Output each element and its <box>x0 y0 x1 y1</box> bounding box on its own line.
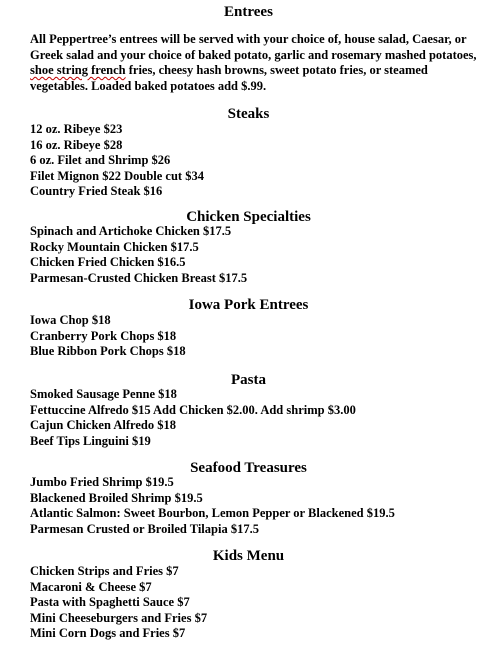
section-heading-pork: Iowa Pork Entrees <box>188 297 309 313</box>
menu-item: Rocky Mountain Chicken $17.5 <box>30 239 199 254</box>
menu-item: Parmesan-Crusted Chicken Breast $17.5 <box>30 270 248 285</box>
menu-item: 6 oz. Filet and Shrimp $26 <box>30 153 171 168</box>
section-list-steaks <box>30 122 490 200</box>
intro-text: All Peppertree’s entrees will be served with your choice of, house salad, Caesar, or Greek salad and your choice of baked potato, garlic and rosemary mashed potatoes, <box>30 32 477 62</box>
menu-item: Atlantic Salmon: Sweet Bourbon, Lemon Pepper or Blackened $19.5 <box>30 506 395 521</box>
section-heading-chicken: Chicken Specialties <box>186 209 311 225</box>
section-list-pork <box>30 313 490 360</box>
menu-item: 16 oz. Ribeye $28 <box>30 137 123 152</box>
menu-item: Smoked Sausage Penne $18 <box>30 387 177 401</box>
menu-item: Chicken Fried Chicken $16.5 <box>30 255 186 270</box>
menu-item: Mini Cheeseburgers and Fries $7 <box>30 610 208 625</box>
section-list-seafood <box>30 475 490 537</box>
entrees-heading: Entrees <box>224 4 273 20</box>
section-list-chicken <box>30 224 490 286</box>
menu-item: Blue Ribbon Pork Chops $18 <box>30 344 186 359</box>
menu-item: Chicken Strips and Fries $7 <box>30 564 179 578</box>
entrees-description <box>30 32 485 94</box>
menu-item: Spinach and Artichoke Chicken $17.5 <box>30 224 232 238</box>
menu-item: Beef Tips Linguini $19 <box>30 433 151 448</box>
menu-item: Iowa Chop $18 <box>30 313 111 327</box>
menu-item: Fettuccine Alfredo $15 Add Chicken $2.00. Add shrimp $3.00 <box>30 402 356 417</box>
section-heading-seafood: Seafood Treasures <box>190 460 307 476</box>
menu-item: Country Fried Steak $16 <box>30 184 163 199</box>
menu-item: Mini Corn Dogs and Fries $7 <box>30 626 186 641</box>
menu-item: Cranberry Pork Chops $18 <box>30 328 177 343</box>
section-heading-kids: Kids Menu <box>212 548 285 564</box>
section-heading-pasta: Pasta <box>231 372 266 388</box>
menu-item: Pasta with Spaghetti Sauce $7 <box>30 595 190 610</box>
section-heading-steaks: Steaks <box>227 106 270 122</box>
section-list-pasta <box>30 387 490 449</box>
menu-item: Parmesan Crusted or Broiled Tilapia $17.5 <box>30 521 259 536</box>
menu-item: Cajun Chicken Alfredo $18 <box>30 418 176 433</box>
spellcheck-flagged-text: shoe string french <box>30 63 126 77</box>
section-list-kids <box>30 564 490 642</box>
menu-item: 12 oz. Ribeye $23 <box>30 122 123 136</box>
menu-item: Jumbo Fried Shrimp $19.5 <box>30 475 174 489</box>
menu-item: Filet Mignon $22 Double cut $34 <box>30 168 204 183</box>
menu-item: Blackened Broiled Shrimp $19.5 <box>30 490 203 505</box>
menu-item: Macaroni & Cheese $7 <box>30 579 152 594</box>
intro-text-cont: fries, cheesy hash browns, sweet potato fries, or steamed vegetables. Loaded baked potatoes add $.99. <box>30 63 428 93</box>
